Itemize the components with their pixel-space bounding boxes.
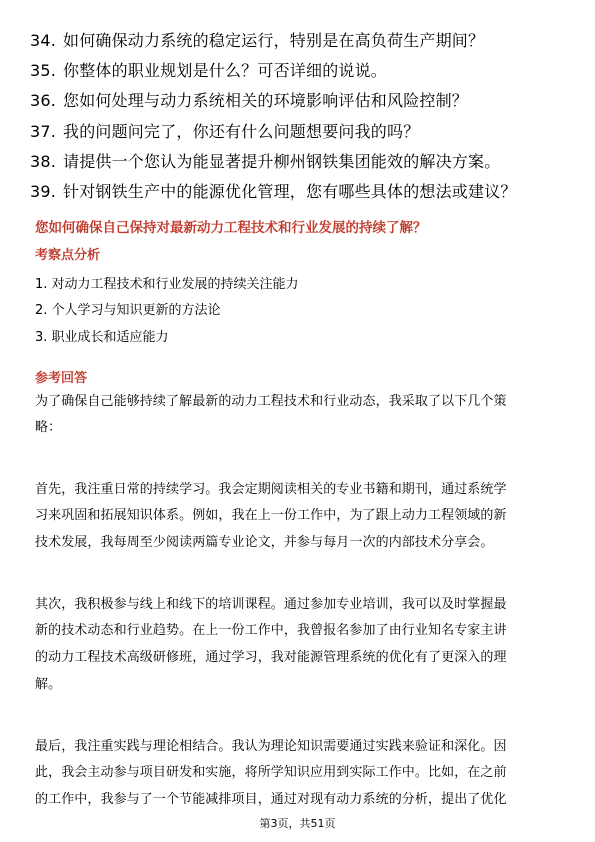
question-number: 36. [30,91,57,111]
question-text: 你整体的职业规划是什么？可否详细的说说。 [63,61,388,81]
paragraph-line: 最后，我注重实践与理论相结合。我认为理论知识需要通过实践来验证和深化。因 [35,738,507,754]
analysis-point: 1. 对动力工程技术和行业发展的持续关注能力 [35,276,299,292]
paragraph-line: 新的技术动态和行业趋势。在上一份工作中，我曾报名参加了由行业知名专家主讲 [35,623,507,639]
question-number: 39. [30,182,57,202]
paragraph-line: 略： [35,420,62,436]
question-item [30,147,580,177]
question-number: 38. [30,151,57,171]
question-number: 35. [30,61,57,81]
question-number: 34. [30,31,57,51]
question-item [30,56,580,86]
analysis-point: 2. 个人学习与知识更新的方法论 [35,303,221,319]
question-text: 针对钢铁生产中的能源优化管理，您有哪些具体的想法或建议？ [63,182,517,202]
question-item [30,26,580,56]
question-number: 37. [30,121,57,141]
question-item [30,117,580,147]
paragraph-line: 首先，我注重日常的持续学习。我会定期阅读相关的专业书籍和期刊，通过系统学 [35,481,507,497]
answer-paragraph [35,474,560,554]
question-text: 如何确保动力系统的稳定运行，特别是在高负荷生产期间？ [63,31,485,51]
analysis-points [35,269,299,349]
analysis-heading: 考察点分析 [35,248,101,263]
question-text: 请提供一个您认为能显著提升柳州钢铁集团能效的解决方案。 [63,151,501,171]
paragraph-line: 为了确保自己能够持续了解最新的动力工程技术和行业动态，我采取了以下几个策 [35,393,507,409]
question-item [30,86,580,116]
question-list [30,26,580,207]
section-title: 您如何确保自己保持对最新动力工程技术和行业发展的持续了解？ [35,220,427,236]
question-item [30,177,580,207]
paragraph-line: 技术发展，我每周至少阅读两篇专业论文，并参与每月一次的内部技术分享会。 [35,534,494,550]
question-text: 您如何处理与动力系统相关的环境影响评估和风险控制？ [63,91,469,111]
paragraph-line: 的工作中，我参与了一个节能减排项目，通过对现有动力系统的分析，提出了优化 [35,791,507,807]
answer-paragraph [35,589,560,695]
paragraph-line: 此，我会主动参与项目研发和实施，将所学知识应用到实际工作中。比如，在之前 [35,765,507,781]
page-footer: 第3页，共51页 [259,817,336,830]
answer-heading: 参考回答 [35,371,88,386]
paragraph-line: 的动力工程技术高级研修班，通过学习，我对能源管理系统的优化有了更深入的理 [35,649,507,665]
answer-paragraph [35,731,560,811]
question-text: 我的问题问完了，你还有什么问题想要问我的吗？ [63,121,420,141]
paragraph-line: 习来巩固和拓展知识体系。例如，我在上一份工作中，为了跟上动力工程领域的新 [35,508,507,524]
answer-paragraph [35,386,560,439]
paragraph-line: 解。 [35,676,62,692]
analysis-point: 3. 职业成长和适应能力 [35,329,169,345]
paragraph-line: 其次，我积极参与线上和线下的培训课程。通过参加专业培训，我可以及时掌握最 [35,596,507,612]
